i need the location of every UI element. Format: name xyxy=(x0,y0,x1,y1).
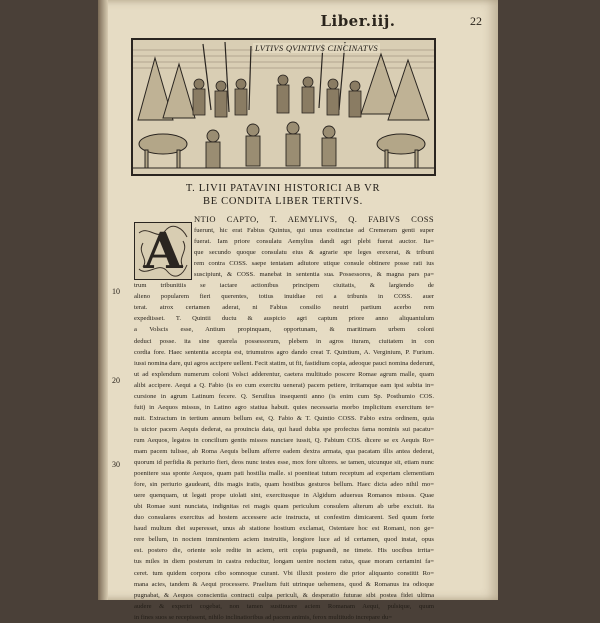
text-line: is uictor pacem Aequis dederat, ea prouincia data, qui haud dubia spe profectus fama nominis sui pacatu= xyxy=(134,425,434,433)
text-line: est. postero die, oriente sole redite in aciem, erit copia pugnandi, ne timete. His uocibus irrita= xyxy=(134,547,434,555)
text-line: tus miles in diem posterum in castra reducitur, longam uenire noctem ratus, quae moram certamini fa= xyxy=(134,558,434,566)
text-line: cordia fore. Haec sententia accepta est, triumuiros agro dando creat T. Quintium, A. Verginium, P. Furium. xyxy=(134,348,434,356)
woodcut-illustration xyxy=(131,38,436,176)
text-line: audere & experiri cogebat, non tamen sustinuere aciem Romanam Aequi, pulsique, quum xyxy=(134,602,434,610)
text-line: alieno popularem fieri querentes, totius inuidiae rei a tribunis in COSS. auer xyxy=(134,293,434,301)
text-line: quorum id perfidia & periurio fieri, deos nunc testes esse, mox fore ultores. se tamen, utcunque sit, etiam nunc xyxy=(134,459,434,467)
text-line: duo consulares exercitus ad hostem accessere acie instructa, ut confestim dimicarent. Sed quum forte xyxy=(134,514,434,522)
text-line: mana acies, tandem & Aequi processere. Praelium fuit utrinque uehemens, quod & Romanus ira odioque xyxy=(134,580,434,588)
text-line: uere quenquam, ut legati prope uiolati sint, exercitusque in Algidum aduersus Romanos missus. Quae xyxy=(134,492,434,500)
book-title-line-2: BE CONDITA LIBER TERTIVS. xyxy=(203,196,363,207)
text-line: rum Aequos, legatos in concilium gentis missos nunciare iussit, Q. Fabium COS. dicere se ex Aequis Ro= xyxy=(134,436,434,444)
text-line: cursione in agrum Latinum fecere. Q. Seruilius insequenti anno (is enim cum Sp. Posthumio COS. xyxy=(134,392,434,400)
text-line: nuit. Extractum in tertium annum bellum est, Q. Fabio & T. Quintio COSS. Fabio extra ordinem, quia xyxy=(134,414,434,422)
text-line: ceret. tum quidem corpora cibo somnoque curant. Vbi illuxit postero die prior aliquanto constitit Ro= xyxy=(134,569,434,577)
text-line: NTIO CAPTO, T. AEMYLIVS, Q. FABIVS COSS xyxy=(194,214,434,224)
margin-line-number: 10 xyxy=(112,287,120,296)
text-line: trum tribunitiis se iactare actionibus principem ciuitatis, & largiendo de xyxy=(134,282,434,290)
text-line: terat. atrox certamen aderat, ni Fabius consilio neutri partium acerbo rem xyxy=(134,304,434,312)
text-line: expediisset. T. Quintii ductu & auspicio agri captum priore anno aliquantulum xyxy=(134,315,434,323)
text-line: alibi accipere. Aequi a Q. Fabio (is eo cum exercitu uenerat) pacem petiere, irritamque eam ipsi subita in= xyxy=(134,381,434,389)
body-text xyxy=(134,214,434,623)
text-line: haud multum diei superesset, unus ab statione hostium exclamat, Ostentare hoc est Romani, non ge= xyxy=(134,525,434,533)
text-line: iussi nomina dare, qui agros accipere uellent. Fecit statim, ut fit, fastidium copia, adeoque pauci nomina dederunt, xyxy=(134,359,435,367)
text-line: fuerunt, hic erat Fabius Quintus, qui unus exstinctae ad Cremeram genti super xyxy=(194,227,434,235)
page-gutter-shadow xyxy=(98,0,108,600)
book-page xyxy=(98,0,498,621)
text-line: ubi Romae sunt nunciata, indignitas rei magis quam periculum consulem alterum ab urbe exciuit. ita xyxy=(134,503,434,511)
text-line: rere bellum, in noctem imminentem aciem instruitis, longiore luce ad id certamen, quod instat, opus xyxy=(134,536,434,544)
text-line: ut ad explendum numerum coloni Volsci adderentur, caetera multitudo poscere Romae agrum malle, quam xyxy=(134,370,434,378)
text-line: suscipiunt, & COSS. manebat in sententia sua. Possessores, & magna pars pa= xyxy=(194,271,434,279)
page-number: 22 xyxy=(470,14,482,28)
margin-line-number: 20 xyxy=(112,376,120,385)
text-line: in fines suos se recepissent, nihilo inclinatioribus ad pacem animis, ferox multitudo increpare du= xyxy=(134,613,393,621)
text-line: fore, sin periurio gaudeant, diis magis iratis, quam hostibus gesturos bellum. Haec dicta adeo nihil mo= xyxy=(134,481,434,489)
book-title-line-1: T. LIVII PATAVINI HISTORICI AB VR xyxy=(185,183,381,194)
text-line: deduci posse. ita sine querela possessorum, plebem in agros ituram, ciuitatem in con xyxy=(134,337,434,345)
text-line: a Volscis esse, Antium propinquam, opportunam, & maritimam urbem coloni xyxy=(134,326,434,334)
woodcut-scene xyxy=(133,40,434,174)
woodcut-caption: LVTIVS QVINTIVS CINCINATVS xyxy=(255,43,378,53)
text-line: mam pacem tulisse, ab Roma Aequis bellum afferre eadem dextra armata, qua pacatam illis antea dederat, xyxy=(134,447,434,455)
text-line: rem contra COSS. saepe tentatam adiutore utique consule obtinere posse rati ius xyxy=(194,260,434,268)
text-line: fuerat. Iam priore consulatu Aemylius dandi agri plebi fuerat auctor. Ita= xyxy=(194,238,434,246)
initial-letter: A xyxy=(143,221,183,280)
margin-line-number: 30 xyxy=(112,460,120,469)
text-line: poenitere sua sponte Aequos, quam pati hostilia malle. si poeniteat tutum receptum ad expertam clementiam xyxy=(134,470,434,478)
running-head: Liber.iij. xyxy=(320,12,396,30)
text-line: pugnabat, & Aequos conscientia contracti culpa periculi, & desperatio futurae sibi postea fidei ultima xyxy=(134,591,434,599)
text-line: fuit) in Aequos missus, in Latino agro statiua habuit. quies necessaria morbo implicitum exercitum te= xyxy=(134,403,434,411)
text-line: que secundo quoque consulatu eius & agrarie spe leges erexerat, & tribuni xyxy=(194,249,434,257)
